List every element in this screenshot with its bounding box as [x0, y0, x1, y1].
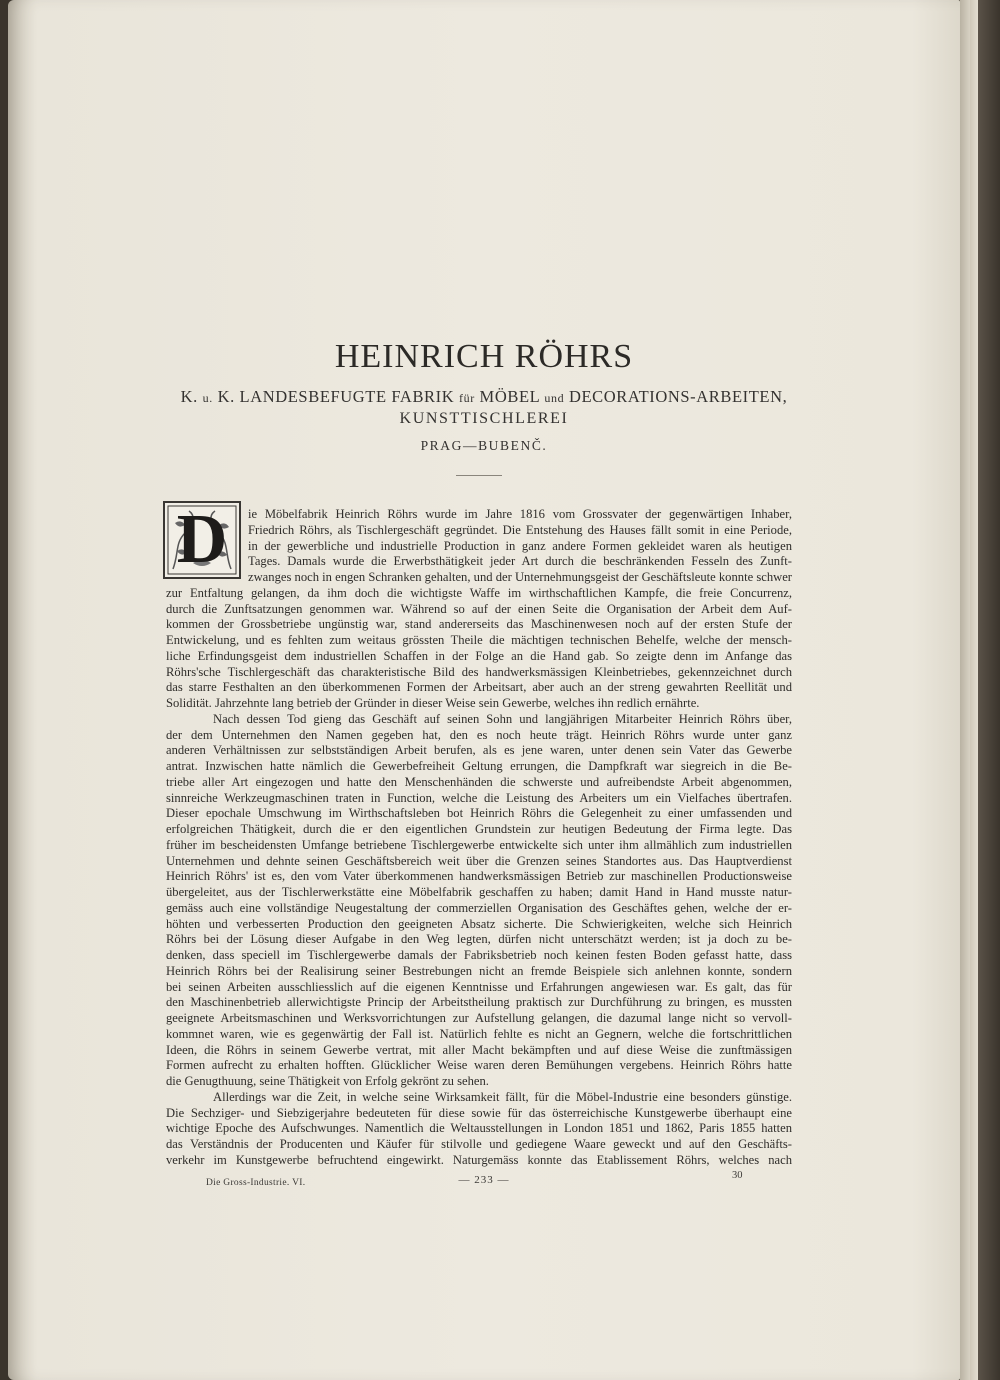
text-line: das starre Festhalten an den überkommenen Formen der Arbeitsart, aber auch an der streng gewahrten Reellität und: [166, 680, 792, 695]
text-line: wichtige Epoche des Aufschwunges. Namentlich die Weltausstellungen in London 1851 und 1862, Paris 1855 hatten: [166, 1121, 792, 1136]
text-line: geeignete Arbeitsmaschinen und Werksvorrichtungen zur Aufstellung gelangen, die dazumal lange nicht so vervoll-: [166, 1011, 792, 1025]
text-line: Die Sechziger- und Siebzigerjahre bedeuteten für diese sowie für das österreichische Kunstgewerbe überhaupt eine: [166, 1105, 792, 1120]
page-number: — 233 —: [458, 1174, 510, 1186]
text-line: kommen der Grossbetriebe ungünstig war, stand andererseits das Maschinenwesen noch auf der ersten Stufe der: [166, 617, 792, 632]
text-line: kommnet waren, wie es gegenwärtig der Fall ist. Natürlich fehlte es nicht an Gegnern, welche die fortschrittlichen: [166, 1026, 792, 1041]
subtitle-part: MÖBEL: [479, 387, 540, 406]
signature-mark: 30: [732, 1170, 743, 1181]
text-line: Entwickelung, und es fehlten zum weitaus grössten Theile die mächtigen technischen Behelfe, welche der mensch-: [166, 633, 792, 647]
text-line: Dieser epochale Umschwung im Wirthschaftsleben bot Heinrich Röhrs die Gelegenheit zu einer umfassenden und: [166, 806, 792, 821]
page-title: HEINRICH RÖHRS: [334, 338, 634, 375]
text-line: zur Entfaltung gelangen, da ihm doch die wichtigste Waffe im wirthschaftlichen Kampfe, die freie Concurrenz,: [166, 585, 792, 600]
subtitle-part: K.: [180, 387, 198, 406]
place-line: PRAG—BUBENČ.: [420, 438, 548, 453]
text-line: anderen Verhältnissen zur selbstständigen Arbeit berufen, als es jene waren, unter denen sein Vater das Gewerbe: [166, 743, 792, 758]
text-line: Tages. Damals wurde die Erwerbsthätigkeit jeder Art durch die beschränkenden Fesseln des Zunft-: [248, 554, 792, 569]
text-line: antrat. Inzwischen hatte nämlich die Gewerbefreiheit Geltung errungen, die Dampfkraft war siegreich in die Be-: [166, 759, 792, 773]
text-line: früher im bescheidensten Umfange betriebene Tischlergewerbe entwickelte sich unter ihm allmählich zum industriellen: [166, 837, 792, 852]
text-line: triebe aller Art eingezogen und hatte den Menschenhänden die schwerste und aufreibendste Arbeit abgenommen,: [166, 774, 792, 789]
subtitle-part: für: [459, 391, 475, 405]
text-line: das Verständnis der Producenten und Käufer für stilvolle und gediegene Waare geweckt und auf den Geschäfts-: [166, 1137, 792, 1151]
page-edge: [970, 0, 978, 1380]
text-line: der dem Unternehmen den Namen gegeben hat, den es noch heute trägt. Heinrich Röhrs wurde unter ganz: [166, 727, 792, 742]
page-edge: [960, 0, 970, 1380]
text-line: gemäss auch eine vollständige Neugestaltung der commerziellen Organisation des Geschäftes gehen, welche der er-: [166, 900, 792, 915]
text-line: Heinrich Röhrs bei der Realisirung seiner Bestrebungen nicht an fremde Beispiele sich anlehnen konnte, sondern: [166, 963, 792, 978]
footer-publication: Die Gross-Industrie. VI.: [206, 1178, 306, 1188]
text-line: Friedrich Röhrs, als Tischlergeschäft gegründet. Die Entstehung des Hauses fällt somit in eine Periode,: [248, 522, 792, 537]
text-line: Ideen, die Röhrs in seinem Gewerbe vertrat, mit aller Macht bekämpften und auf diese Weise die zunftmässigen: [166, 1042, 792, 1057]
text-line: Nach dessen Tod gieng das Geschäft auf seinen Sohn und langjährigen Mitarbeiter Heinrich Röhrs über,: [213, 711, 792, 726]
subtitle-line-2: KUNSTTISCHLEREI: [399, 410, 569, 427]
book-page: [8, 0, 960, 1380]
text-line: Heinrich Röhrs' ist es, den vom Vater überkommenen handwerksmässigen Betrieb zur maschinellen Productionsweise: [166, 869, 792, 884]
text-line: übergeleitet, aus der Tischlerwerkstätte eine Möbelfabrik geschaffen zu haben; damit Hand in Hand musste natur-: [166, 885, 792, 899]
text-line: zwanges noch in engen Schranken gehalten, und der Unternehmungsgeist der Geschäftsleute konnte schwer: [248, 570, 792, 584]
text-line: den Maschinenbetrieb allerwichtigste Princip der Arbeitstheilung praktisch zur Durchführung zu bringen, es mussten: [166, 995, 792, 1010]
text-line: Unternehmen und dehnte seinen Geschäftsbereich weit über die Grenzen seines Standortes aus. Das Hauptverdienst: [166, 853, 792, 868]
subtitle-part: u.: [202, 391, 213, 405]
text-line: sinnreiche Werkzeugmaschinen traten in Function, welche die Leistung des Arbeiters um ein Vielfaches übertrafen.: [166, 790, 792, 805]
subtitle-part: DECORATIONS-ARBEITEN,: [568, 387, 788, 406]
book-cover-edge: [978, 0, 1000, 1380]
initial-letter: D: [176, 501, 228, 578]
text-line: Solidität. Jahrzehnte lang betrieb der Gründer in dieser Weise sein Gewerbe, welches ihn redlich ernährte.: [166, 696, 700, 710]
text-line: Röhrs'sche Tischlergeschäft das charakteristische Bild des handwerksmässigen Kleinbetriebes, gekennzeichnet durch: [166, 664, 792, 679]
text-line: denken, dass speciell im Tischlergewerbe damals der Fabriksbetrieb noch keinen festen Boden gefasst hatte, dass: [166, 948, 792, 962]
text-line: höhten und verbesserten Production den geeigneten Absatz sicherte. Die Schwierigkeiten, welche sich Heinrich: [166, 916, 792, 931]
text-line: verkehr im Kunstgewerbe befruchtend eingewirkt. Naturgemäss konnte das Etablissement Röhrs, welches nach: [166, 1152, 792, 1167]
text-line: liche Erfindungsgeist dem industriellen Schaffen in der Folge an die Hand gab. So zeigte denn im Anfange das: [166, 648, 792, 663]
text-line: die Genugthuung, seine Thätigkeit von Erfolg gekrönt zu sehen.: [166, 1074, 489, 1088]
text-line: ie Möbelfabrik Heinrich Röhrs wurde im Jahre 1816 vom Grossvater der gegenwärtigen Inhaber,: [248, 507, 792, 521]
text-line: erfolgreichen Thätigkeit, durch die er den eigentlichen Grundstein zur heutigen Bedeutung der Firma legte. Das: [166, 822, 792, 836]
text-line: bei seinen Arbeiten ausschliesslich auf die eigenen Kenntnisse und Erfahrungen angewiesen war. Es galt, das für: [166, 979, 792, 994]
text-line: in der gewerbliche und industrielle Production in ganz andere Formen gekleidet waren als heutigen: [248, 538, 792, 553]
subtitle-part: und: [544, 391, 565, 405]
subtitle-part: K. LANDESBEFUGTE FABRIK: [217, 387, 455, 406]
text-line: Formen aufrecht zu erhalten hofften. Glücklicher Weise waren deren Bemühungen vergebens. Heinrich Röhrs hatte: [166, 1058, 792, 1073]
text-line: durch die Zunftsatzungen genommen war. Während so auf der einen Seite die Organisation der Arbeit dem Auf-: [166, 601, 792, 616]
body-text: [8, 0, 960, 1380]
text-line: Röhrs bei der Lösung dieser Aufgabe in den Weg legten, dürfen nicht unterschätzt werden; ist ja doch zu be-: [166, 932, 792, 947]
text-line: Allerdings war die Zeit, in welche seine Wirksamkeit fällt, für die Möbel-Industrie eine besonders günstige.: [213, 1089, 792, 1104]
